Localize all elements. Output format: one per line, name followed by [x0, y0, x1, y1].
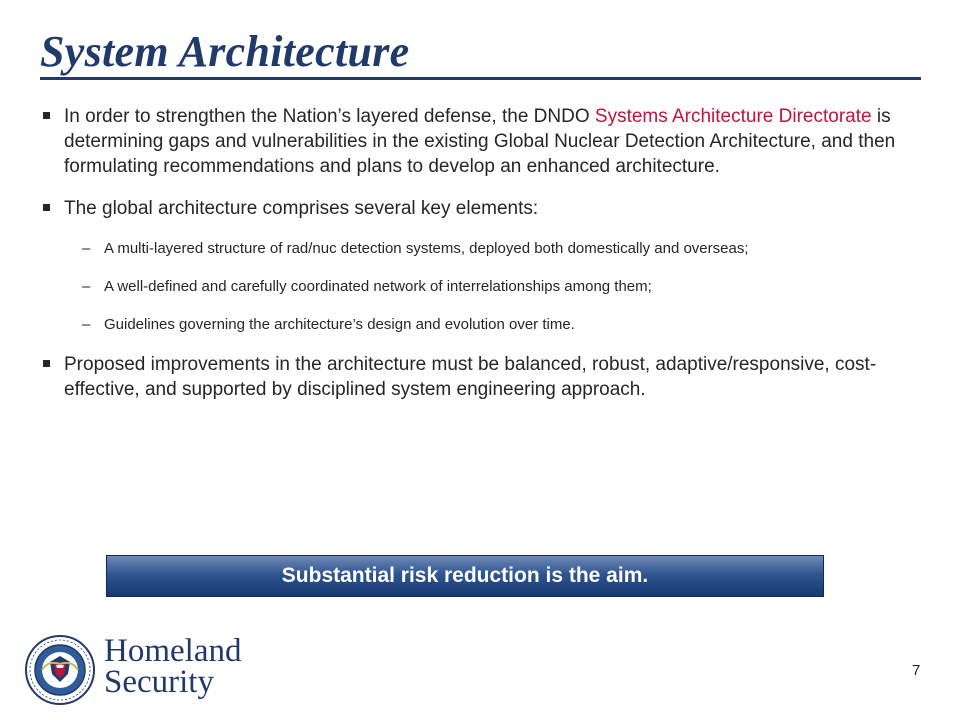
bullet-item	[38, 104, 908, 179]
logo-line-homeland: Homeland	[104, 633, 242, 669]
dash-marker: –	[82, 316, 91, 333]
bullet-text: The global architecture comprises several key elements:	[64, 198, 539, 219]
bullet-item	[38, 196, 908, 221]
dhs-seal-icon	[24, 634, 96, 706]
bullet-item	[38, 352, 908, 402]
square-bullet-icon	[43, 360, 50, 367]
logo-line-security: Security	[104, 664, 214, 700]
sub-bullet-text: A multi-layered structure of rad/nuc detection systems, deployed both domestically and overseas;	[104, 240, 749, 257]
dash-marker: –	[82, 240, 91, 257]
slide-content	[38, 104, 908, 419]
bullet-highlight-text: Systems Architecture Directorate	[594, 106, 872, 127]
sub-bullet-item	[38, 238, 908, 260]
page-number: 7	[912, 662, 921, 679]
bullet-text-post: is determining gaps and vulnerabilities in the existing Global Nuclear Detection Architecture, and then formulating recommendations and plans to develop an enhanced architecture.	[64, 106, 896, 177]
slide-title: System Architecture	[40, 27, 410, 76]
title-underline	[40, 77, 921, 80]
sub-bullet-text: Guidelines governing the architecture’s design and evolution over time.	[104, 316, 575, 333]
sub-bullet-text: A well-defined and carefully coordinated network of interrelationships among them;	[104, 278, 652, 295]
sub-bullet-item	[38, 314, 908, 336]
square-bullet-icon	[43, 112, 50, 119]
square-bullet-icon	[43, 204, 50, 211]
logo-wordmark	[104, 633, 242, 700]
sub-bullet-item	[38, 276, 908, 298]
aim-banner: Substantial risk reduction is the aim.	[106, 555, 824, 597]
dhs-logo	[24, 634, 264, 704]
bullet-text-pre: In order to strengthen the Nation’s layered defense, the DNDO	[64, 106, 595, 127]
dash-marker: –	[82, 278, 91, 295]
bullet-text: Proposed improvements in the architecture must be balanced, robust, adaptive/responsive, cost-effective, and supported by disciplined system engineering approach.	[64, 354, 877, 400]
